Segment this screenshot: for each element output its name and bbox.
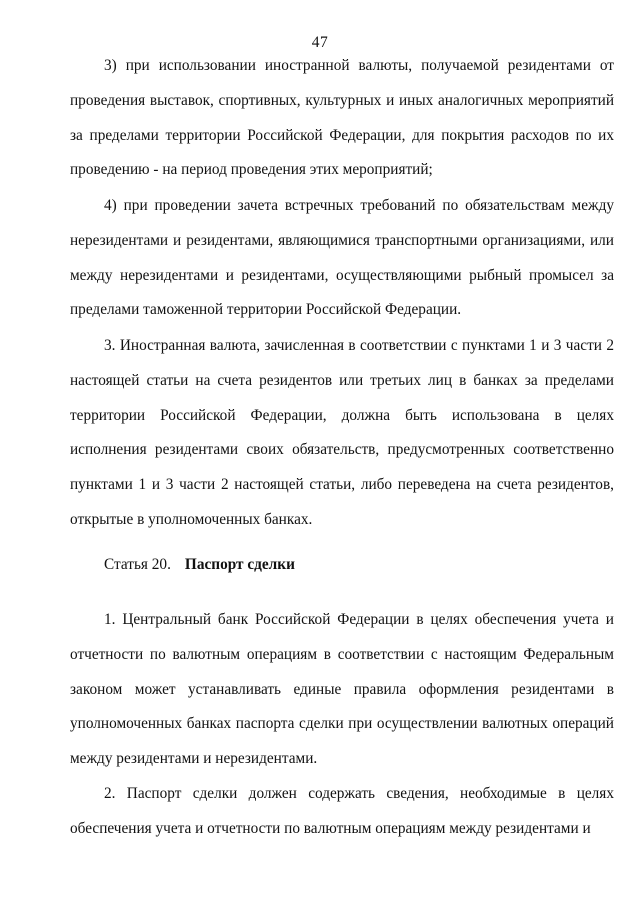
paragraph-section-3 [70,329,614,538]
paragraph-item-3 [70,49,614,188]
article-heading [104,553,295,577]
paragraph-text: 3) при использовании иностранной валюты, получаемой резидентами от проведения выставок, спортивных, культурных и иных аналогичных мероприятий за пределами территории Российской Федерации, для покрытия расходов по их проведению - на период проведения этих мероприятий; [70,57,614,179]
article-title: Паспорт сделки [184,556,295,573]
page-number: 47 [311,34,329,51]
paragraph-text: 1. Центральный банк Российской Федерации в целях обеспечения учета и отчетности по валютным операциям в соответствии с настоящим Федеральным законом может устанавливать единые правила оформления резидентами в уполномоченных банках паспорта сделки при осуществлении валютных операций между резидентами и нерезидентами. [70,611,614,768]
paragraph-section-2 [70,777,614,847]
paragraph-text: 2. Паспорт сделки должен содержать сведения, необходимые в целях обеспечения учета и отчетности по валютным операциям между резидентами и [70,785,614,837]
paragraph-section-1 [70,603,614,777]
article-number: Статья 20. [104,556,171,573]
paragraph-text: 3. Иностранная валюта, зачисленная в соответствии с пунктами 1 и 3 части 2 настоящей статьи на счета резидентов или третьих лиц в банках за пределами территории Российской Федерации, должна быть использована в целях исполнения резидентами своих обязательств, предусмотренных соответственно пунктами 1 и 3 части 2 настоящей статьи, либо переведена на счета резидентов, открытые в уполномоченных банках. [70,337,614,528]
paragraph-text: 4) при проведении зачета встречных требований по обязательствам между нерезидентами и резидентами, являющимися транспортными организациями, или между нерезидентами и резидентами, осуществляющими рыбный промысел за пределами таможенной территории Российской Федерации. [70,197,614,319]
paragraph-item-4 [70,189,614,328]
